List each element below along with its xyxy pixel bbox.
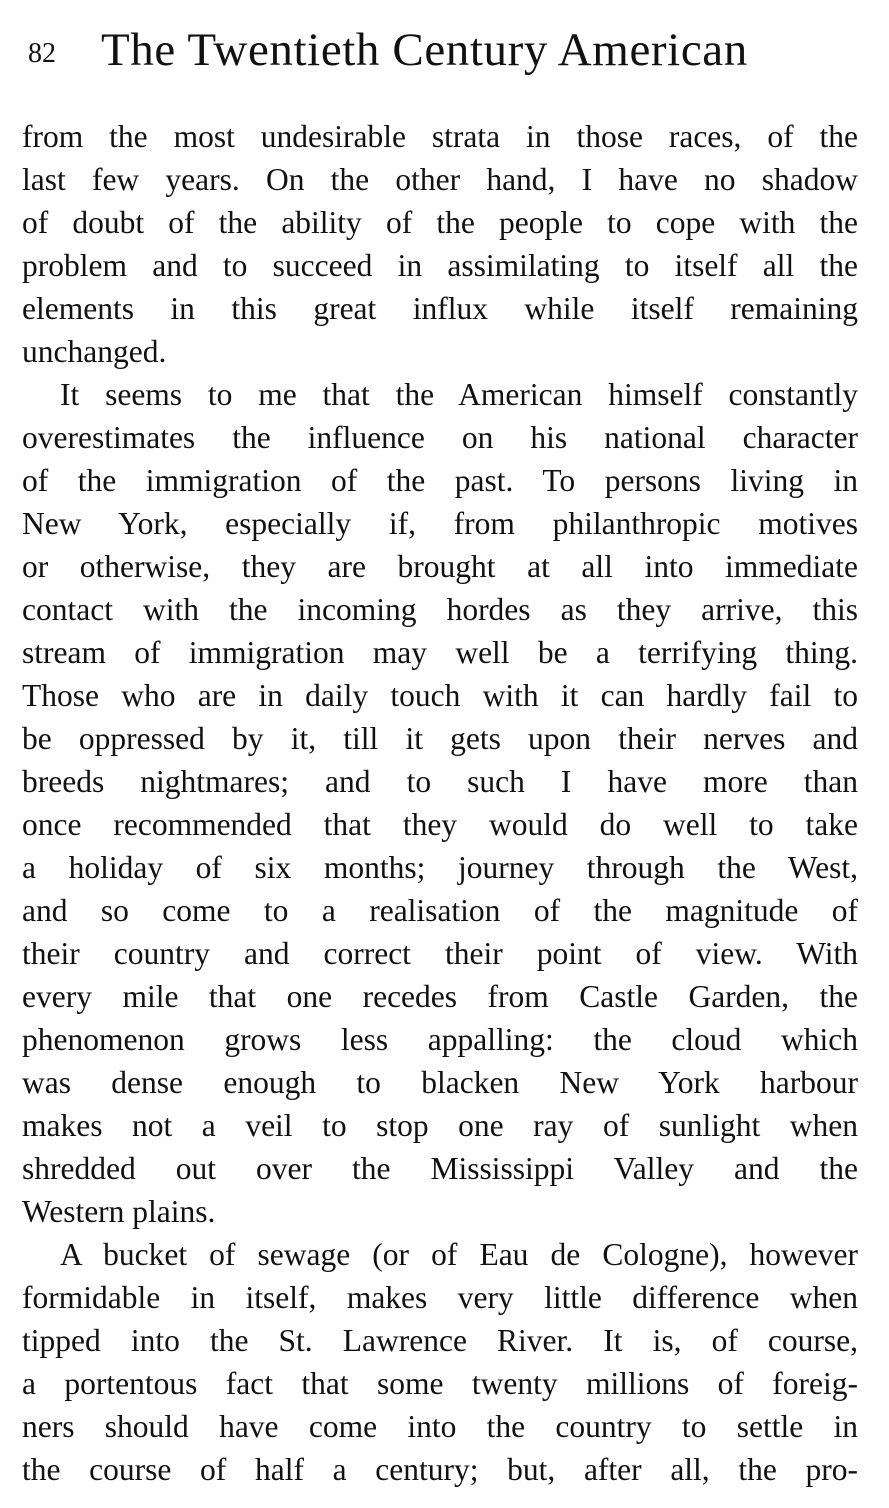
text-line: be oppressed by it, till it gets upon their nerves and	[22, 721, 858, 756]
paragraph-3	[22, 1233, 858, 1491]
text-line: New York, especially if, from philanthropic motives	[22, 506, 858, 541]
text-line: contact with the incoming hordes as they arrive, this	[22, 592, 858, 627]
text-line: or otherwise, they are brought at all into immediate	[22, 549, 858, 584]
body-text	[22, 115, 858, 1491]
running-title: The Twentieth Century American	[101, 24, 748, 76]
text-line: last few years. On the other hand, I have no shadow	[22, 162, 858, 197]
text-line: shredded out over the Mississippi Valley and the	[22, 1151, 858, 1186]
text-line: tipped into the St. Lawrence River. It is, of course,	[22, 1323, 858, 1358]
text-line: a holiday of six months; journey through the West,	[22, 850, 858, 885]
text-line: and so come to a realisation of the magnitude of	[22, 893, 858, 928]
text-line: every mile that one recedes from Castle Garden, the	[22, 979, 858, 1014]
text-line: Those who are in daily touch with it can hardly fail to	[22, 678, 858, 713]
text-line: problem and to succeed in assimilating to itself all the	[22, 248, 858, 283]
text-line: phenomenon grows less appalling: the cloud which	[22, 1022, 858, 1057]
text-line: the course of half a century; but, after all, the pro-	[22, 1452, 858, 1487]
text-line: breeds nightmares; and to such I have more than	[22, 764, 858, 799]
page-number: 82	[28, 38, 56, 69]
text-line: once recommended that they would do well to take	[22, 807, 858, 842]
text-line: their country and correct their point of view. With	[22, 936, 858, 971]
running-head	[28, 22, 868, 78]
text-line: ners should have come into the country to settle in	[22, 1409, 858, 1444]
text-line: from the most undesirable strata in those races, of the	[22, 119, 858, 154]
paragraph-2	[22, 373, 858, 1233]
text-line: of doubt of the ability of the people to cope with the	[22, 205, 858, 240]
text-line: formidable in itself, makes very little difference when	[22, 1280, 858, 1315]
paragraph-1	[22, 115, 858, 373]
text-line: It seems to me that the American himself constantly	[60, 377, 858, 412]
text-line: A bucket of sewage (or of Eau de Cologne), however	[60, 1237, 858, 1272]
text-line: a portentous fact that some twenty millions of foreig-	[22, 1366, 858, 1401]
text-line: overestimates the influence on his national character	[22, 420, 858, 455]
text-line: was dense enough to blacken New York harbour	[22, 1065, 858, 1100]
text-line: of the immigration of the past. To persons living in	[22, 463, 858, 498]
text-line: Western plains.	[22, 1194, 216, 1229]
text-line: stream of immigration may well be a terrifying thing.	[22, 635, 858, 670]
text-line: makes not a veil to stop one ray of sunlight when	[22, 1108, 858, 1143]
text-line: unchanged.	[22, 334, 167, 369]
text-line: elements in this great influx while itself remaining	[22, 291, 858, 326]
